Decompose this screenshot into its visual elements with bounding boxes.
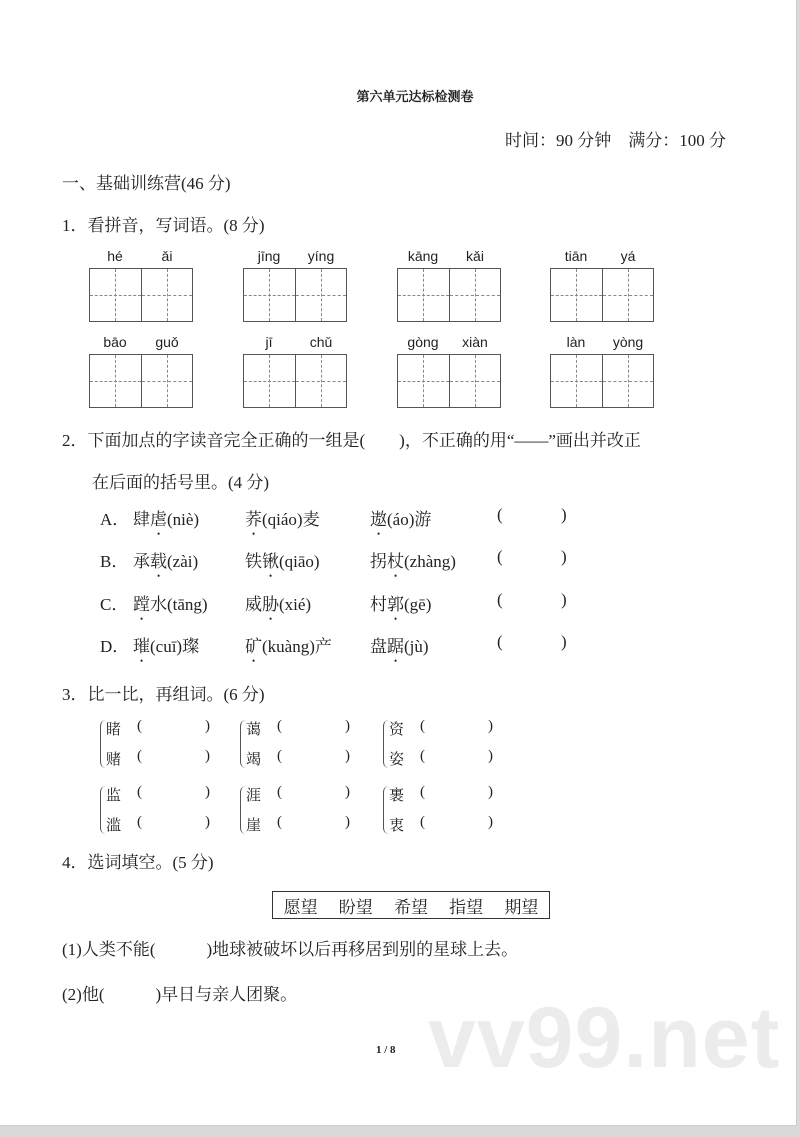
pinyin-suffix: (jù) (404, 637, 429, 656)
pinyin-label: làn (566, 334, 586, 350)
paren-open: ( (277, 814, 282, 830)
paren-open: ( (277, 784, 282, 800)
grid-cell (603, 355, 654, 407)
pinyin-suffix: 水(tāng) (150, 595, 208, 614)
word-prefix: 铁 (245, 552, 262, 571)
grid-cell (398, 355, 450, 407)
grid-cell (296, 269, 347, 321)
paren-close: ) (488, 748, 493, 764)
pair-char: 裹 (389, 788, 405, 804)
paren-open: ( (137, 718, 142, 734)
answer-paren-open: ( (497, 547, 503, 566)
char-pair (240, 784, 370, 840)
writing-grid[interactable] (550, 354, 654, 408)
pair-char: 滥 (106, 818, 122, 834)
pinyin-label: jī (265, 334, 273, 350)
char-pair (100, 784, 230, 840)
char-pair (383, 784, 513, 840)
dotted-char: 锹 (262, 552, 279, 571)
answer-paren-open: ( (497, 505, 503, 524)
pinyin-label: jīng (257, 248, 281, 264)
writing-grid[interactable] (397, 354, 501, 408)
pinyin-label: ǎi (161, 248, 173, 264)
paren-close: ) (345, 784, 350, 800)
option-word (133, 632, 199, 666)
pinyin-label: gòng (407, 334, 439, 350)
word-prefix: 拐 (370, 552, 387, 571)
pinyin-suffix: (gē) (404, 595, 432, 614)
char-pair (383, 718, 513, 774)
pinyin-label: hé (107, 248, 123, 264)
grid-cell (450, 269, 501, 321)
pinyin-suffix: (zhàng) (404, 552, 456, 571)
grid-cell (551, 355, 603, 407)
paren-close: ) (205, 748, 210, 764)
pair-char: 涯 (246, 788, 262, 804)
paren-close: ) (488, 718, 493, 734)
grid-cell (450, 355, 501, 407)
option-word (370, 632, 429, 666)
option-word (370, 505, 431, 539)
pair-char: 资 (389, 722, 405, 738)
option-word (245, 547, 320, 581)
answer-paren-close: ) (561, 547, 567, 566)
writing-grid[interactable] (243, 268, 347, 322)
option-word (133, 547, 198, 581)
paren-open: ( (277, 748, 282, 764)
paren-open: ( (137, 748, 142, 764)
word-prefix: 承 (133, 552, 150, 571)
grid-cell (90, 269, 142, 321)
pinyin-label: chǔ (309, 334, 333, 350)
paren-open: ( (277, 718, 282, 734)
pinyin-suffix: (zài) (167, 552, 199, 571)
pinyin-label: yòng (612, 334, 644, 350)
paren-close: ) (345, 814, 350, 830)
grid-cell (90, 355, 142, 407)
dotted-char: 矿 (245, 637, 262, 656)
grid-cell (142, 269, 193, 321)
dotted-char: 郭 (387, 595, 404, 614)
paren-open: ( (137, 814, 142, 830)
word-prefix: 村 (370, 595, 387, 614)
pinyin-suffix: (cuī)璨 (150, 637, 200, 656)
pair-char: 睹 (106, 722, 122, 738)
pinyin-suffix: (qiáo)麦 (262, 510, 320, 529)
pair-char: 崖 (246, 818, 262, 834)
pinyin-label: yíng (307, 248, 335, 264)
page-number: 1 / 8 (376, 1044, 396, 1056)
pair-char: 衷 (389, 818, 405, 834)
option-label: C． (100, 595, 129, 614)
q4-sentence-2: (2)他( )早日与亲人团聚。 (62, 985, 298, 1004)
section-heading: 一、基础训练营(46 分) (62, 174, 231, 193)
dotted-char: 胁 (262, 595, 279, 614)
dotted-char: 遨 (370, 510, 387, 529)
paren-open: ( (420, 784, 425, 800)
pinyin-label: tiān (564, 248, 588, 264)
grid-cell (603, 269, 654, 321)
pinyin-label: yá (620, 248, 636, 264)
word-bank (272, 891, 550, 919)
pinyin-suffix: (kuàng)产 (262, 637, 332, 656)
q4-label: 4．选词填空。(5 分) (62, 853, 214, 872)
answer-paren-close: ) (561, 590, 567, 609)
pair-char: 赌 (106, 752, 122, 768)
option-word (245, 505, 320, 539)
word-bank-item: 希望 (393, 897, 428, 917)
option-word (370, 547, 456, 581)
pinyin-suffix: (xié) (279, 595, 312, 614)
word-bank-item: 指望 (449, 897, 484, 917)
word-bank-item: 期望 (504, 897, 539, 917)
pinyin-suffix: (áo)游 (387, 510, 432, 529)
answer-paren-open: ( (497, 632, 503, 651)
paren-close: ) (488, 784, 493, 800)
exam-title: 第六单元达标检测卷 (356, 90, 474, 105)
pair-char: 姿 (389, 752, 405, 768)
q2-line2: 在后面的括号里。(4 分) (92, 473, 270, 492)
paren-open: ( (420, 748, 425, 764)
option-word (370, 590, 431, 624)
dotted-char: 杖 (387, 552, 404, 571)
pinyin-label: guǒ (155, 334, 179, 350)
char-pair (100, 718, 230, 774)
pinyin-label: kāng (407, 248, 439, 264)
writing-grid[interactable] (89, 354, 193, 408)
option-label: D． (100, 637, 130, 656)
grid-cell (142, 355, 193, 407)
option-label: B． (100, 552, 129, 571)
writing-grid[interactable] (243, 354, 347, 408)
word-prefix: 盘 (370, 637, 387, 656)
paren-close: ) (345, 748, 350, 764)
option-label: A． (100, 510, 130, 529)
pinyin-suffix: (niè) (167, 510, 200, 529)
paren-open: ( (420, 718, 425, 734)
paren-close: ) (205, 784, 210, 800)
paren-open: ( (137, 784, 142, 800)
pinyin-label: xiàn (462, 334, 488, 350)
paren-close: ) (205, 814, 210, 830)
dotted-char: 蹚 (133, 595, 150, 614)
grid-cell (244, 269, 296, 321)
q3-label: 3．比一比，再组词。(6 分) (62, 685, 265, 704)
grid-cell (398, 269, 450, 321)
dotted-char: 璀 (133, 637, 150, 656)
dotted-char: 踞 (387, 637, 404, 656)
grid-cell (551, 269, 603, 321)
q2-line1: 2．下面加点的字读音完全正确的一组是( )，不正确的用“——”画出并改正 (62, 431, 641, 450)
char-pair (240, 718, 370, 774)
option-word (245, 590, 311, 624)
answer-paren-close: ) (561, 632, 567, 651)
watermark: vv99.net (428, 990, 781, 1086)
pair-char: 监 (106, 788, 122, 804)
paren-close: ) (488, 814, 493, 830)
option-word (245, 632, 332, 666)
answer-paren-open: ( (497, 590, 503, 609)
pinyin-suffix: (qiāo) (279, 552, 320, 571)
grid-cell (244, 355, 296, 407)
answer-paren-close: ) (561, 505, 567, 524)
word-bank-item: 盼望 (338, 897, 373, 917)
writing-grid[interactable] (89, 268, 193, 322)
pinyin-label: bāo (103, 334, 127, 350)
pinyin-label: kǎi (466, 248, 484, 264)
paren-close: ) (345, 718, 350, 734)
word-prefix: 威 (245, 595, 262, 614)
q1-label: 1．看拼音，写词语。(8 分) (62, 216, 265, 235)
dotted-char: 载 (150, 552, 167, 571)
writing-grid[interactable] (550, 268, 654, 322)
dotted-char: 虐 (150, 510, 167, 529)
pair-char: 竭 (246, 752, 262, 768)
writing-grid[interactable] (397, 268, 501, 322)
paren-close: ) (205, 718, 210, 734)
word-prefix: 肆 (133, 510, 150, 529)
option-word (133, 505, 199, 539)
word-bank-item: 愿望 (283, 897, 318, 917)
paren-open: ( (420, 814, 425, 830)
pair-char: 蔼 (246, 722, 262, 738)
dotted-char: 荞 (245, 510, 262, 529)
q4-sentence-1: (1)人类不能( )地球被破坏以后再移居到别的星球上去。 (62, 940, 519, 959)
option-word (133, 590, 208, 624)
exam-meta: 时间：90 分钟 满分：100 分 (505, 131, 726, 150)
grid-cell (296, 355, 347, 407)
